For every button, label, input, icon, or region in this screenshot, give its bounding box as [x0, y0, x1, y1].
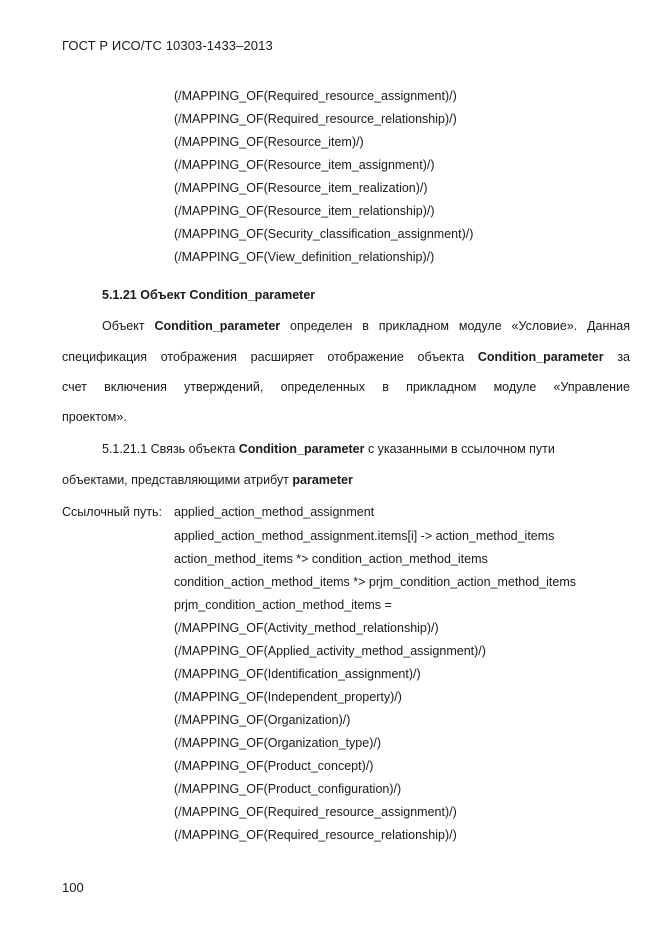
subsection-text: объектами, представляющими атрибут	[62, 473, 293, 487]
ref-path-line: (/MAPPING_OF(Organization_type)/)	[174, 736, 382, 750]
ref-path-line: (/MAPPING_OF(Product_concept)/)	[174, 759, 374, 773]
subsection-text: с указанными в ссылочном пути	[364, 442, 555, 456]
ref-path-label: Ссылочный путь:	[62, 505, 162, 519]
paragraph-line-4: проектом».	[62, 410, 127, 424]
mapping-line: (/MAPPING_OF(Resource_item_realization)/)	[174, 181, 428, 195]
ref-path-line: prjm_condition_action_method_items =	[174, 598, 392, 612]
ref-path-line: (/MAPPING_OF(Applied_activity_method_assignment)/)	[174, 644, 486, 658]
paragraph-text: за	[603, 350, 630, 364]
subsection-line-2	[62, 473, 353, 487]
paragraph-line-2	[62, 350, 630, 364]
section-title: 5.1.21 Объект Condition_parameter	[102, 288, 316, 302]
ref-path-line: action_method_items *> condition_action_method_items	[174, 552, 488, 566]
ref-path-line: (/MAPPING_OF(Independent_property)/)	[174, 690, 402, 704]
ref-path-line: (/MAPPING_OF(Required_resource_assignment)/)	[174, 805, 457, 819]
subsection-line-1	[102, 442, 555, 456]
ref-path-line: (/MAPPING_OF(Organization)/)	[174, 713, 351, 727]
ref-path-line: (/MAPPING_OF(Product_configuration)/)	[174, 782, 402, 796]
paragraph-text: счет включения утверждений, определенных в прикладном модуле «Управление	[62, 380, 630, 394]
subsection-text: 5.1.21.1 Связь объекта	[102, 442, 239, 456]
ref-path-line: (/MAPPING_OF(Required_resource_relationship)/)	[174, 828, 457, 842]
ref-path-line: applied_action_method_assignment	[174, 505, 375, 519]
document-header: ГОСТ Р ИСО/ТС 10303-1433–2013	[62, 38, 273, 53]
ref-path-line: (/MAPPING_OF(Identification_assignment)/)	[174, 667, 421, 681]
mapping-line: (/MAPPING_OF(Resource_item_assignment)/)	[174, 158, 435, 172]
ref-path-line: condition_action_method_items *> prjm_condition_action_method_items	[174, 575, 576, 589]
mapping-line: (/MAPPING_OF(Security_classification_assignment)/)	[174, 227, 474, 241]
page-number: 100	[62, 880, 84, 895]
ref-path-line: applied_action_method_assignment.items[i] -> action_method_items	[174, 529, 555, 543]
mapping-line: (/MAPPING_OF(Resource_item_relationship)/)	[174, 204, 435, 218]
paragraph-text: Объект	[102, 319, 155, 333]
paragraph-line-1	[102, 319, 630, 333]
mapping-line: (/MAPPING_OF(View_definition_relationship)/)	[174, 250, 435, 264]
entity-name: Condition_parameter	[477, 350, 604, 364]
mapping-line: (/MAPPING_OF(Required_resource_assignment)/)	[174, 89, 457, 103]
paragraph-text: определен в прикладном модуле «Условие». Данная	[280, 319, 631, 333]
mapping-line: (/MAPPING_OF(Required_resource_relationship)/)	[174, 112, 457, 126]
attribute-name: parameter	[292, 473, 353, 487]
ref-path-line: (/MAPPING_OF(Activity_method_relationship)/)	[174, 621, 439, 635]
entity-name: Condition_parameter	[154, 319, 281, 333]
paragraph-line-3	[62, 380, 630, 394]
entity-name: Condition_parameter	[238, 442, 365, 456]
mapping-line: (/MAPPING_OF(Resource_item)/)	[174, 135, 364, 149]
paragraph-text: спецификация отображения расширяет отображение объекта	[62, 350, 478, 364]
